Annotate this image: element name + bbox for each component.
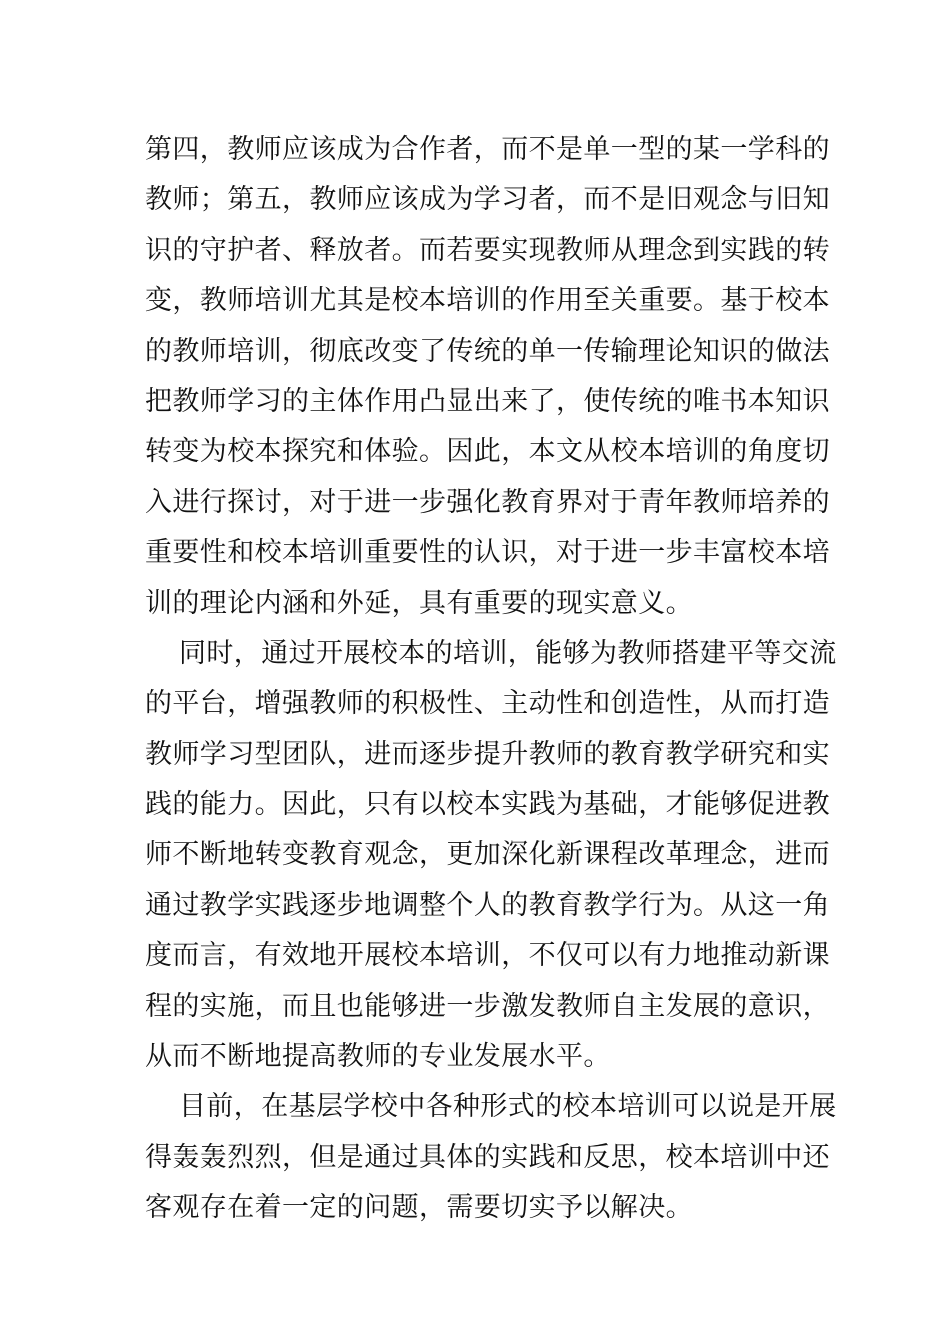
text-line: 从而不断地提高教师的专业发展水平。 [145, 1041, 611, 1073]
paragraph-2 [145, 629, 837, 1083]
paragraph-3 [145, 1082, 837, 1233]
text-line: 得轰轰烈烈，但是通过具体的实践和反思，校本培训中还 [145, 1141, 830, 1173]
document-body [145, 125, 837, 1234]
text-line: 同时，通过开展校本的培训，能够为教师搭建平等交流 [179, 637, 837, 669]
text-line: 程的实施，而且也能够进一步激发教师自主发展的意识， [145, 990, 830, 1022]
text-line: 的教师培训，彻底改变了传统的单一传输理论知识的做法 [145, 335, 830, 367]
text-line: 识的守护者、释放者。而若要实现教师从理念到实践的转 [145, 234, 830, 266]
text-line: 转变为校本探究和体验。因此，本文从校本培训的角度切 [145, 436, 830, 468]
text-line: 入进行探讨，对于进一步强化教育界对于青年教师培养的 [145, 486, 830, 518]
text-line: 通过教学实践逐步地调整个人的教育教学行为。从这一角 [145, 889, 830, 921]
text-line: 客观存在着一定的问题，需要切实予以解决。 [145, 1192, 693, 1224]
text-line: 训的理论内涵和外延，具有重要的现实意义。 [145, 587, 693, 619]
text-line: 度而言，有效地开展校本培训，不仅可以有力地推动新课 [145, 940, 830, 972]
text-line: 师不断地转变教育观念，更加深化新课程改革理念，进而 [145, 839, 830, 871]
text-line: 把教师学习的主体作用凸显出来了，使传统的唯书本知识 [145, 385, 830, 417]
text-line: 践的能力。因此，只有以校本实践为基础，才能够促进教 [145, 789, 830, 821]
paragraph-1 [145, 125, 830, 629]
text-line: 目前，在基层学校中各种形式的校本培训可以说是开展 [179, 1091, 837, 1123]
text-line: 重要性和校本培训重要性的认识，对于进一步丰富校本培 [145, 537, 830, 569]
text-line: 变，教师培训尤其是校本培训的作用至关重要。基于校本 [145, 285, 830, 317]
text-line: 教师学习型团队，进而逐步提升教师的教育教学研究和实 [145, 738, 830, 770]
text-line: 第四，教师应该成为合作者，而不是单一型的某一学科的 [145, 134, 830, 165]
text-line: 教师；第五，教师应该成为学习者，而不是旧观念与旧知 [145, 184, 830, 216]
text-line: 的平台，增强教师的积极性、主动性和创造性，从而打造 [145, 688, 830, 720]
